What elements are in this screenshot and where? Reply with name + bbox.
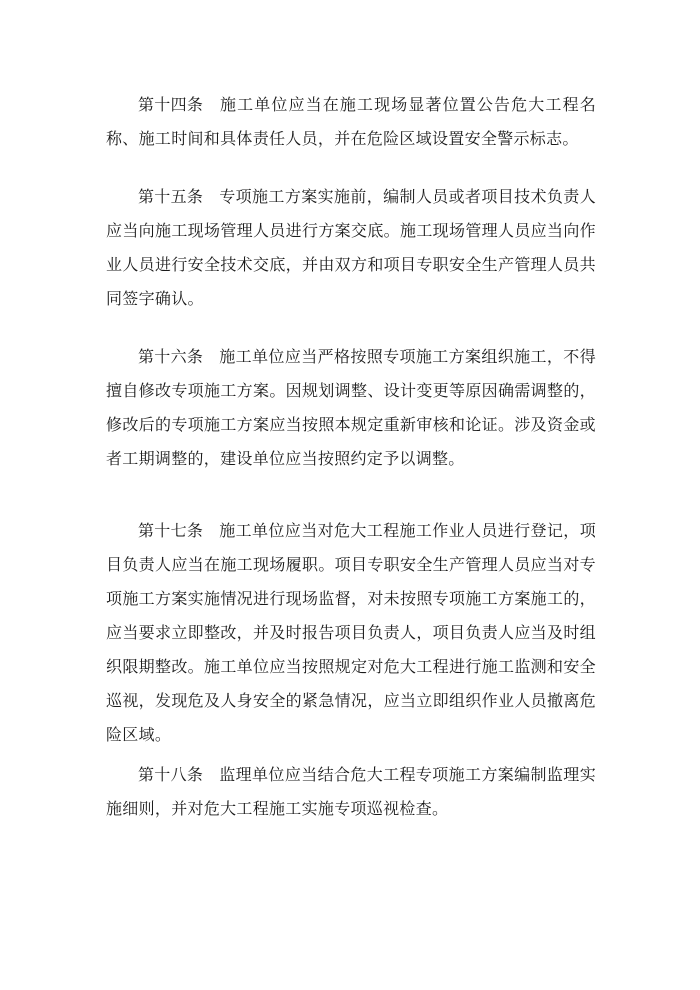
article-text: 施工单位应当严格按照专项施工方案组织施工，不得擅自修改专项施工方案。因规划调整、设计变更等原因确需调整的，修改后的专项施工方案应当按照本规定重新审核和论证。涉及资金或者工期调整的，建设单位应当按照约定予以调整。: [106, 347, 596, 468]
article-text: 施工单位应当在施工现场显著位置公告危大工程名称、施工时间和具体责任人员，并在危险区域设置安全警示标志。: [106, 95, 596, 148]
article-number: 第十五条: [138, 187, 204, 206]
article-number: 第十六条: [138, 347, 204, 366]
article-text: 施工单位应当对危大工程施工作业人员进行登记，项目负责人应当在施工现场履职。项目专职安全生产管理人员应当对专项施工方案实施情况进行现场监督，对未按照专项施工方案施工的，应当要求立即整改，并及时报告项目负责人，项目负责人应当及时组织限期整改。施工单位应当按照规定对危大工程进行施工监测和安全巡视，发现危及人身安全的紧急情况，应当立即组织作业人员撤离危险区域。: [106, 521, 596, 744]
article-15: [106, 180, 596, 316]
article-16: [106, 340, 596, 476]
article-number: 第十四条: [138, 95, 204, 114]
article-number: 第十八条: [138, 765, 204, 784]
article-14: [106, 88, 596, 156]
article-text: 监理单位应当结合危大工程专项施工方案编制监理实施细则，并对危大工程施工实施专项巡视检查。: [106, 765, 596, 818]
article-text: 专项施工方案实施前，编制人员或者项目技术负责人应当向施工现场管理人员进行方案交底。施工现场管理人员应当向作业人员进行安全技术交底，并由双方和项目专职安全生产管理人员共同签字确认。: [106, 187, 596, 308]
article-17: [106, 514, 596, 752]
article-number: 第十七条: [138, 521, 204, 540]
article-18: [106, 758, 596, 826]
